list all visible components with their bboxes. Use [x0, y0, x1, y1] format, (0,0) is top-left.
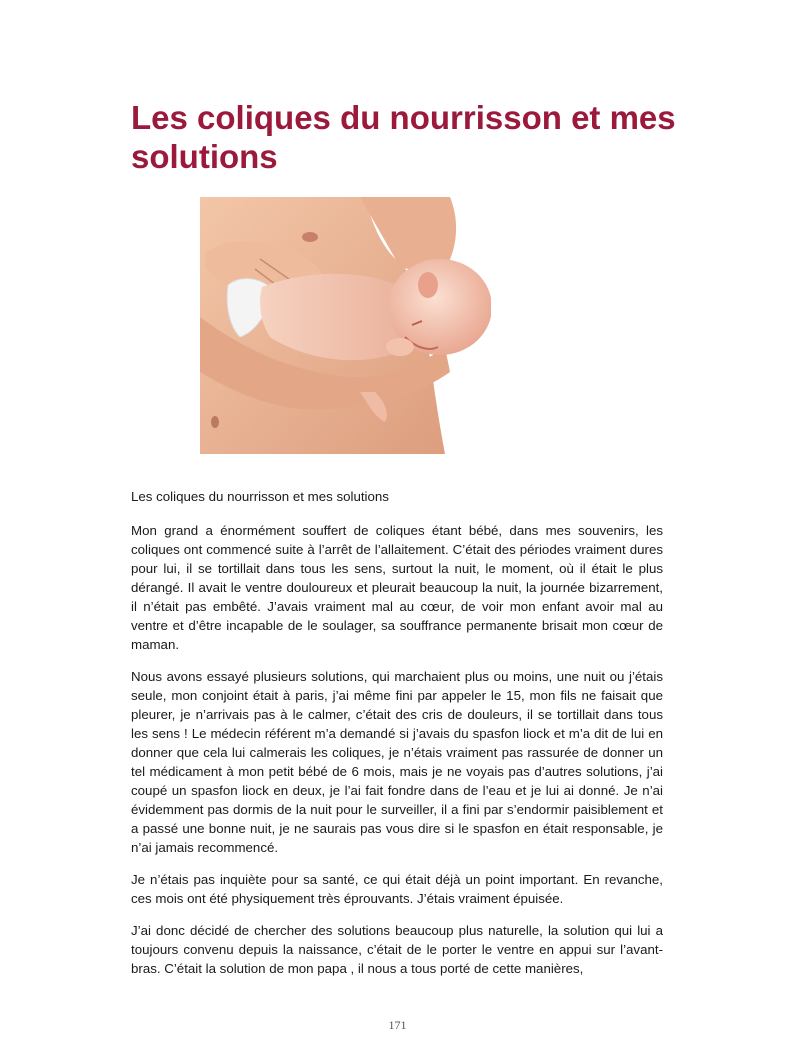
article-body	[131, 487, 663, 991]
page-number: 171	[388, 1018, 407, 1032]
body-paragraph: Mon grand a énormément souffert de coliques étant bébé, dans mes souvenirs, les coliques ont commencé suite à l’arrêt de l’allaitement. C’était des périodes vraiment dures pour lui, il se tortillait dans tous les sens, surtout la nuit, le moment, où il était le plus dérangé. Il avait le ventre douloureux et pleurait beaucoup la nuit, la journée bizarrement, il n’était pas embêté. J’avais vraiment mal au cœur, de voir mon enfant avoir mal au ventre et d’être incapable de le soulager, sa souffrance permanente brisait mon cœur de maman.	[131, 523, 663, 652]
baby-held-on-forearm-photo	[200, 197, 491, 454]
body-paragraph: Je n’étais pas inquiète pour sa santé, ce qui était déjà un point important. En revanche, ces mois ont été physiquement très éprouvants. J’étais vraiment épuisée.	[131, 872, 663, 906]
image-caption: Les coliques du nourrisson et mes solutions	[131, 489, 389, 504]
body-paragraph: J’ai donc décidé de chercher des solutions beaucoup plus naturelle, la solution qui lui a toujours convenu depuis la naissance, c’était de le porter le ventre en appui sur l’avant-bras. C’était la solution de mon papa , il nous a tous porté de cette manières,	[131, 923, 663, 976]
body-paragraph: Nous avons essayé plusieurs solutions, qui marchaient plus ou moins, une nuit ou j’étais seule, mon conjoint était à paris, j’ai même fini par appeler le 15, mon fils ne faisait que pleurer, je n’arrivais pas à le calmer, c’était des cris de douleurs, il se tortillait dans tous les sens ! Le médecin référent m’a demandé si j’avais du spasfon liock et m’a dit de lui en donner que cela lui calmerais les coliques, je n’étais vraiment pas rassurée de donner un tel médicament à mon petit bébé de 6 mois, mais je ne voyais pas d’autres solutions, j’ai coupé un spasfon liock en deux, je l’ai fait fondre dans de l’eau et je lui ai donné. Je n’ai évidemment pas dormis de la nuit pour le surveiller, il a fini par s’endormir paisiblement et a passé une bonne nuit, je ne saurais pas vous dire si le spasfon en était responsable, je n’ai jamais recommencé.	[131, 669, 663, 855]
page-title: Les coliques du nourrisson et mes solutions	[131, 99, 676, 175]
